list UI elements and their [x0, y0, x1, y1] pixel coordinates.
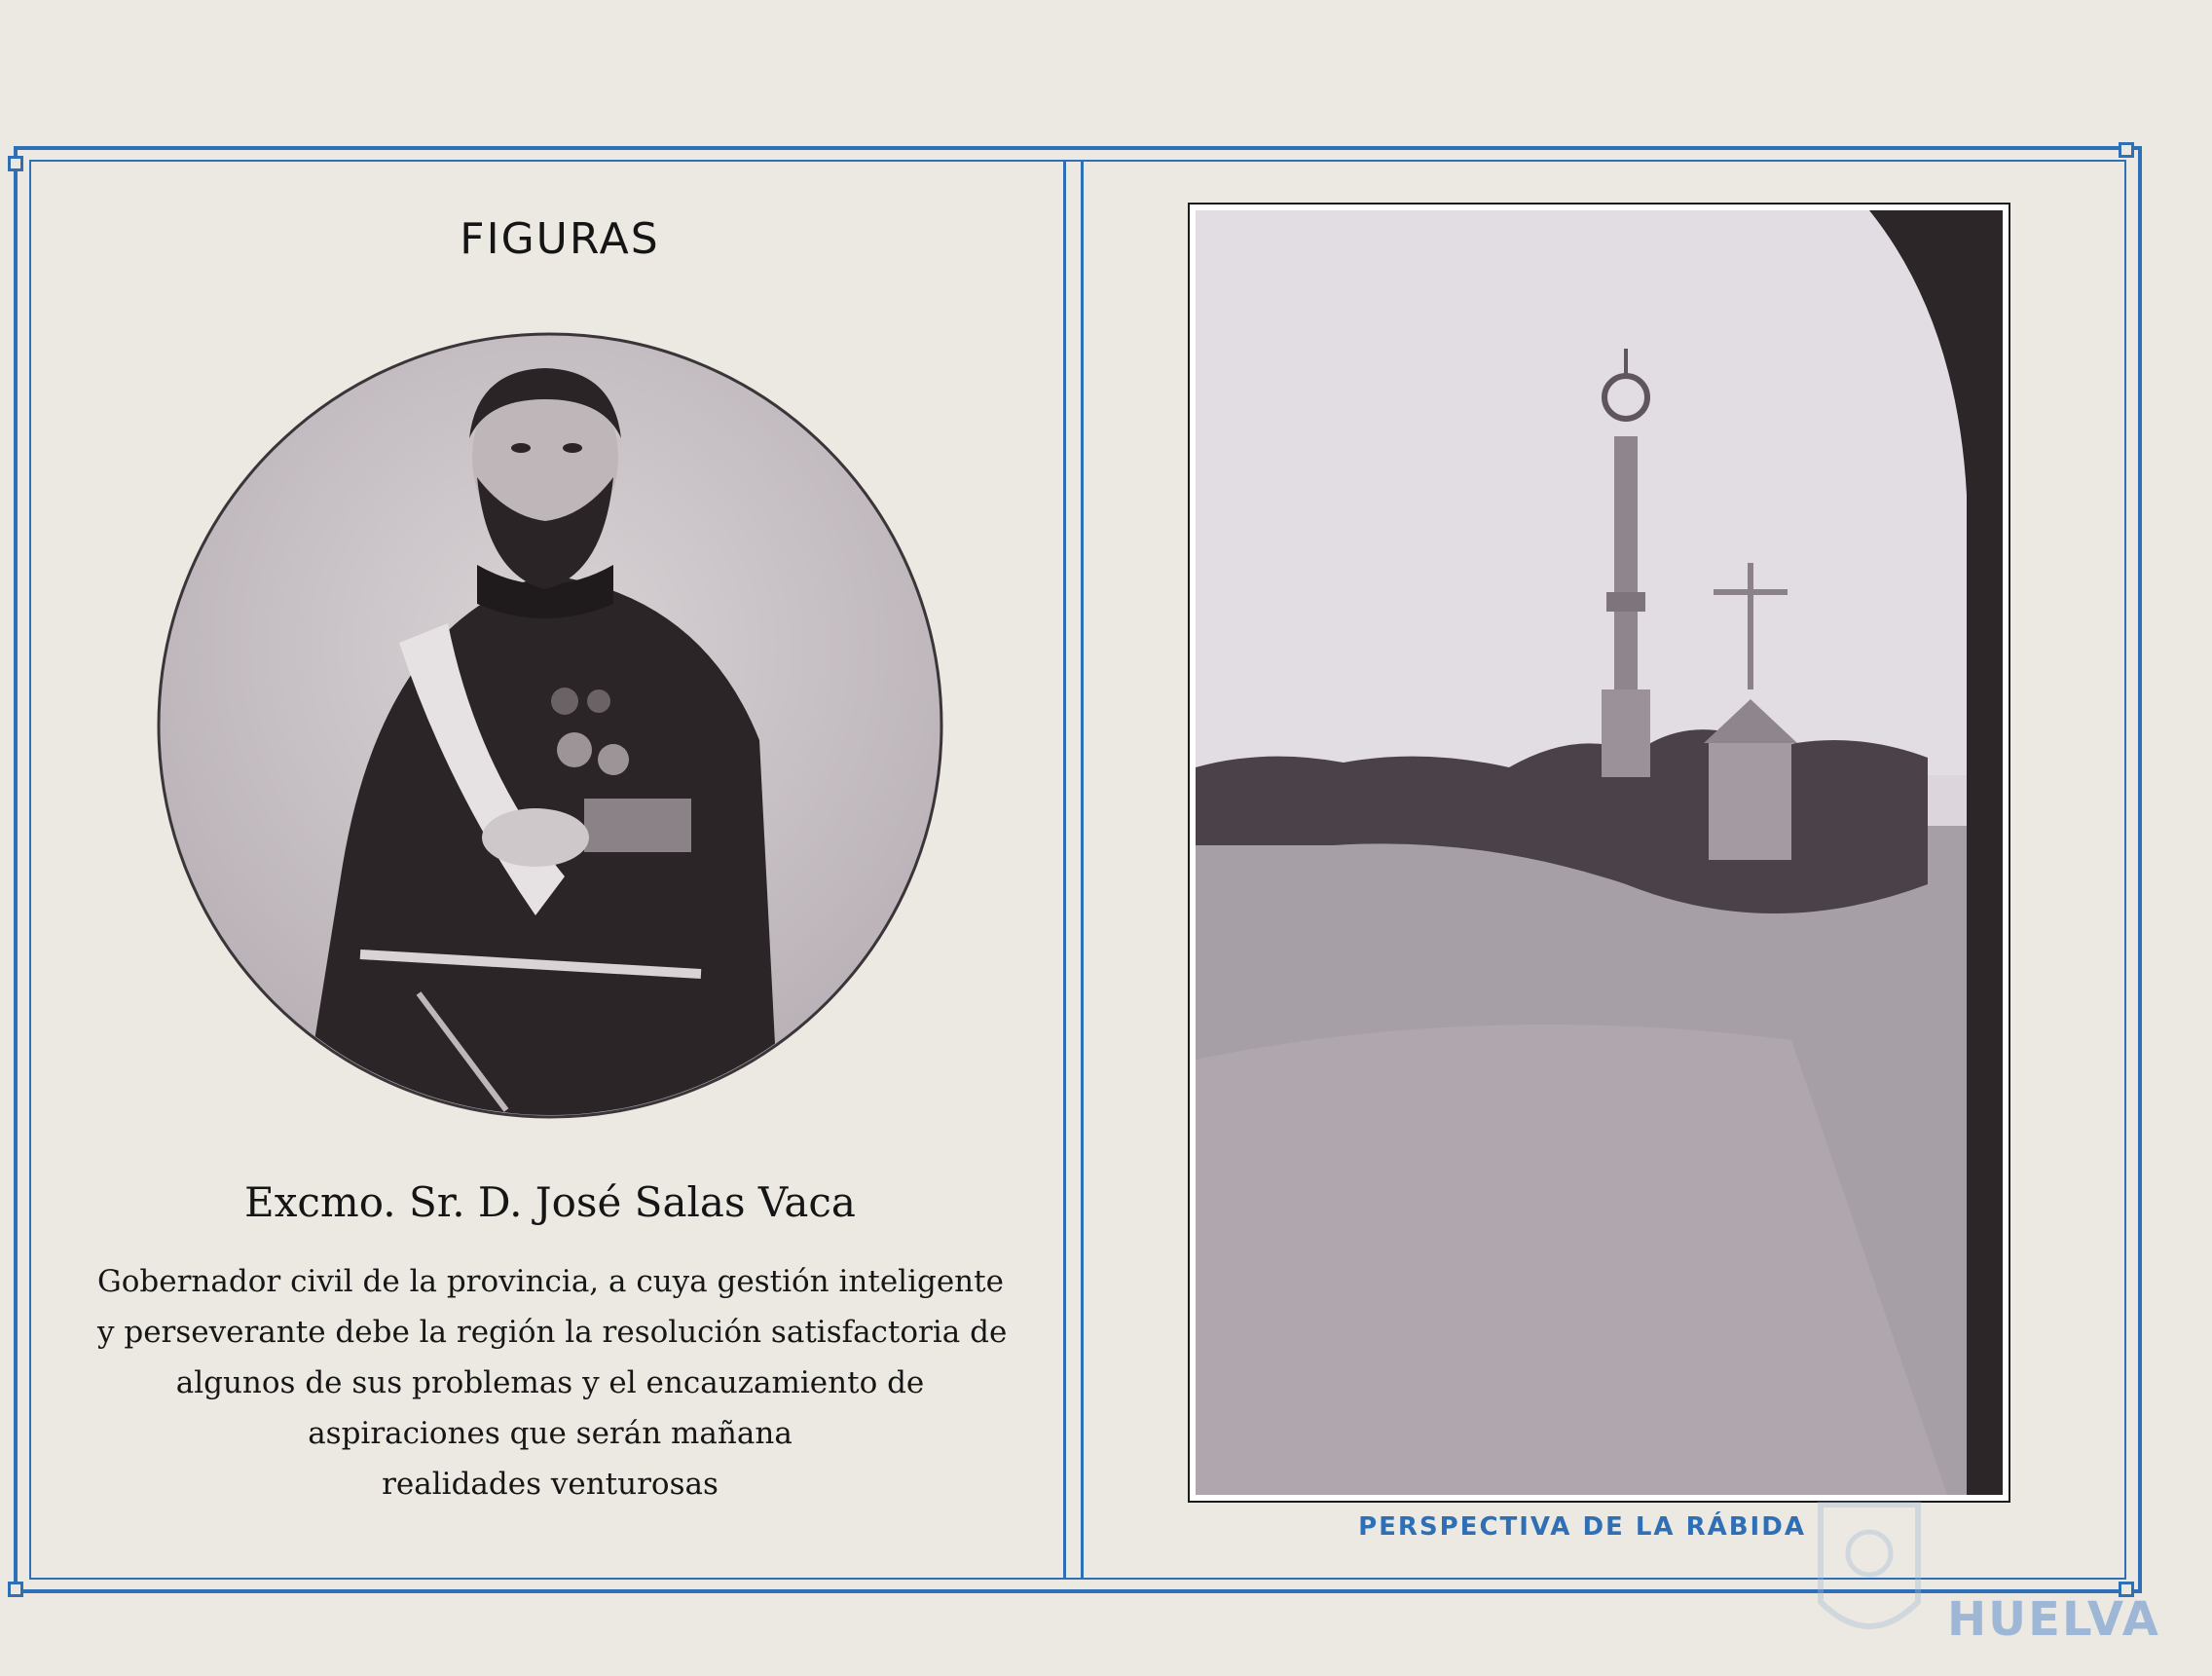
frame-top-inner [29, 160, 2126, 162]
frame-corner-bottom-left [8, 1582, 23, 1597]
frame-left-inner [29, 160, 31, 1580]
section-heading: FIGURAS [460, 214, 660, 264]
portrait-caption [97, 1256, 1008, 1509]
portrait-photo [156, 331, 944, 1120]
rabida-illustration [1188, 203, 2010, 1503]
frame-right-inner [2124, 160, 2126, 1580]
frame-center-divider-left [1063, 160, 1066, 1580]
watermark-text: HUELVA [1947, 1592, 2160, 1647]
caption-line: realidades venturosas [382, 1467, 719, 1502]
frame-right-outer [2138, 146, 2142, 1593]
caption-line: aspiraciones que serán mañana [308, 1416, 793, 1451]
caption-line: Gobernador civil de la provincia, a cuya gestión inteligente [97, 1264, 1004, 1299]
portrait-name: Excmo. Sr. D. José Salas Vaca [244, 1178, 856, 1226]
portrait-illustration [156, 331, 944, 1120]
landscape-photo [1188, 203, 2010, 1503]
frame-corner-top-right [2119, 142, 2134, 158]
frame-corner-top-left [8, 156, 23, 171]
photo-caption: PERSPECTIVA DE LA RÁBIDA [1358, 1512, 1806, 1542]
caption-line: y perseverante debe la región la resolución satisfactoria de [97, 1315, 1008, 1350]
caption-line: algunos de sus problemas y el encauzamiento de [175, 1365, 925, 1400]
frame-center-divider-right [1081, 160, 1084, 1580]
frame-top-outer [18, 146, 2138, 150]
frame-left-outer [14, 146, 18, 1593]
